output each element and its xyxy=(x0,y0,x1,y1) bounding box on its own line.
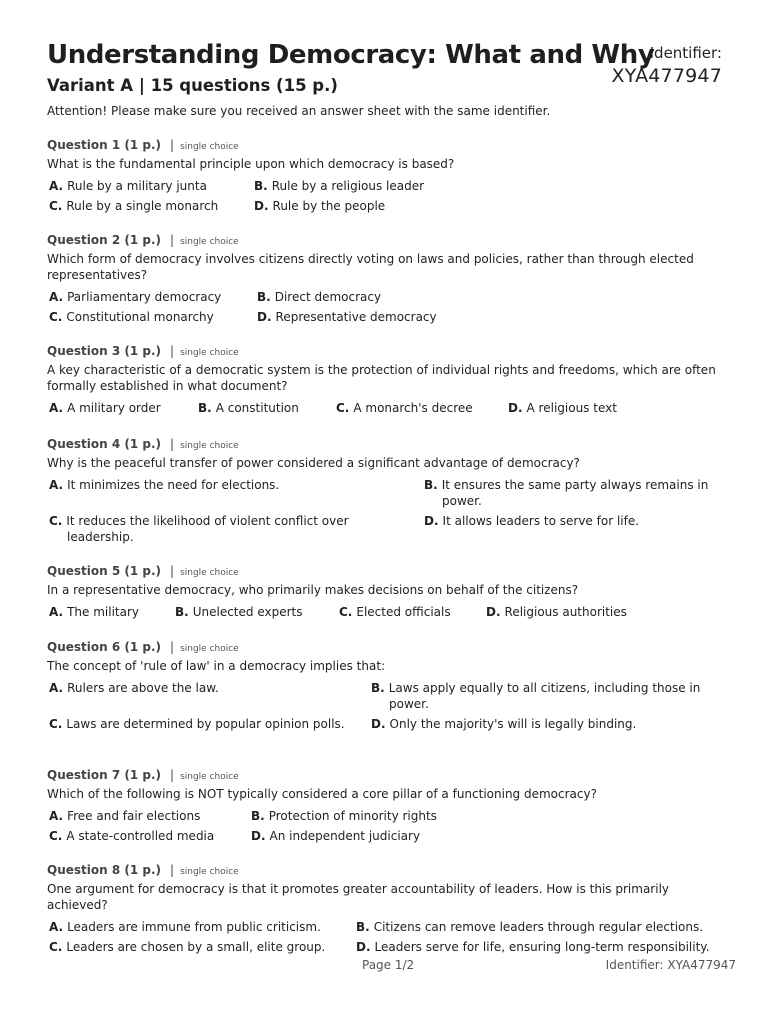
option-letter: D. xyxy=(508,401,523,415)
option-letter: A. xyxy=(49,290,64,304)
option-text: Parliamentary democracy xyxy=(67,290,222,304)
option-text: The military xyxy=(67,605,139,619)
option-b xyxy=(198,400,299,416)
option-text: Rule by a single monarch xyxy=(66,199,219,213)
variant-subtitle: Variant A | 15 questions (15 p.) xyxy=(47,76,338,95)
option-text: Rulers are above the law. xyxy=(67,681,219,695)
options xyxy=(47,919,727,957)
identifier-label: Identifier: xyxy=(649,44,722,62)
option-a xyxy=(49,919,321,935)
option-letter: C. xyxy=(49,199,63,213)
question-header xyxy=(47,767,727,783)
question-number: Question 3 (1 p.) xyxy=(47,344,162,358)
option-letter: D. xyxy=(254,199,269,213)
question-text: One argument for democracy is that it promotes greater accountability of leaders. How is this primarily achieved? xyxy=(47,882,670,912)
option-letter: A. xyxy=(49,809,64,823)
option-d xyxy=(486,604,627,620)
option-c xyxy=(339,604,451,620)
option-letter: D. xyxy=(424,514,439,528)
footer-identifier: Identifier: XYA477947 xyxy=(605,958,736,972)
question-text: The concept of 'rule of law' in a democracy implies that: xyxy=(47,659,386,673)
attention-notice: Attention! Please make sure you received an answer sheet with the same identifier. xyxy=(47,104,551,118)
separator: | xyxy=(170,863,175,877)
option-text: A constitution xyxy=(215,401,299,415)
question-header xyxy=(47,639,727,655)
question-3 xyxy=(47,343,727,418)
separator: | xyxy=(170,344,175,358)
question-number: Question 1 (1 p.) xyxy=(47,138,162,152)
question-type: single choice xyxy=(180,142,239,152)
option-text: Unelected experts xyxy=(192,605,303,619)
option-letter: C. xyxy=(49,940,63,954)
option-text: Leaders are immune from public criticism. xyxy=(67,920,321,934)
question-8 xyxy=(47,862,727,957)
option-letter: C. xyxy=(49,717,63,731)
question-6 xyxy=(47,639,727,754)
separator: | xyxy=(170,640,175,654)
question-type: single choice xyxy=(180,772,239,782)
option-d xyxy=(356,939,710,955)
option-text: Leaders are chosen by a small, elite group. xyxy=(66,940,326,954)
option-c xyxy=(336,400,473,416)
question-type: single choice xyxy=(180,441,239,451)
page-title: Understanding Democracy: What and Why xyxy=(47,40,655,70)
option-text: Laws are determined by popular opinion polls. xyxy=(66,717,345,731)
option-letter: C. xyxy=(339,605,353,619)
option-letter: A. xyxy=(49,681,64,695)
option-text: Laws apply equally to all citizens, including those in power. xyxy=(388,681,701,711)
option-letter: B. xyxy=(251,809,265,823)
question-text: A key characteristic of a democratic system is the protection of individual rights and freedoms, which are often formally established in what document? xyxy=(47,363,716,393)
question-number: Question 4 (1 p.) xyxy=(47,437,162,451)
option-letter: B. xyxy=(254,179,268,193)
option-text: Rule by a military junta xyxy=(67,179,207,193)
option-text: Citizens can remove leaders through regular elections. xyxy=(373,920,704,934)
option-b xyxy=(356,919,703,935)
options xyxy=(47,680,727,754)
question-header xyxy=(47,563,727,579)
option-a xyxy=(49,680,347,696)
question-text: What is the fundamental principle upon which democracy is based? xyxy=(47,157,455,171)
option-a xyxy=(49,178,207,194)
option-text: Constitutional monarchy xyxy=(66,310,214,324)
question-number: Question 7 (1 p.) xyxy=(47,768,162,782)
question-header xyxy=(47,343,727,359)
question-header xyxy=(47,436,727,452)
option-text: Free and fair elections xyxy=(67,809,201,823)
question-number: Question 8 (1 p.) xyxy=(47,863,162,877)
question-header xyxy=(47,137,727,153)
option-a xyxy=(49,808,200,824)
option-a xyxy=(49,400,161,416)
separator: | xyxy=(170,233,175,247)
option-letter: B. xyxy=(371,681,385,695)
question-text: Why is the peaceful transfer of power considered a significant advantage of democracy? xyxy=(47,456,580,470)
separator: | xyxy=(170,138,175,152)
options xyxy=(47,289,727,327)
option-text: It ensures the same party always remains in power. xyxy=(441,478,709,508)
question-text: Which form of democracy involves citizens directly voting on laws and policies, rather than through elected representatives? xyxy=(47,252,694,282)
option-c xyxy=(49,828,214,844)
option-b xyxy=(371,680,729,712)
question-7 xyxy=(47,767,727,846)
option-letter: D. xyxy=(356,940,371,954)
option-letter: B. xyxy=(198,401,212,415)
option-text: An independent judiciary xyxy=(269,829,421,843)
page-number: Page 1/2 xyxy=(362,958,415,972)
question-header xyxy=(47,862,727,878)
option-text: It allows leaders to serve for life. xyxy=(442,514,640,528)
option-text: Rule by a religious leader xyxy=(271,179,425,193)
option-letter: D. xyxy=(371,717,386,731)
option-text: A military order xyxy=(67,401,161,415)
option-text: It minimizes the need for elections. xyxy=(67,478,280,492)
question-type: single choice xyxy=(180,348,239,358)
option-letter: B. xyxy=(257,290,271,304)
question-4 xyxy=(47,436,727,551)
question-5 xyxy=(47,563,727,622)
option-letter: D. xyxy=(486,605,501,619)
option-text: Religious authorities xyxy=(504,605,627,619)
option-d xyxy=(257,309,437,325)
options xyxy=(47,400,727,418)
option-a xyxy=(49,477,367,493)
option-letter: A. xyxy=(49,179,64,193)
option-d xyxy=(508,400,617,416)
question-2 xyxy=(47,232,727,327)
separator: | xyxy=(170,564,175,578)
identifier-box xyxy=(612,44,722,87)
option-letter: A. xyxy=(49,920,64,934)
option-text: A religious text xyxy=(526,401,617,415)
option-b xyxy=(424,477,727,509)
option-b xyxy=(254,178,424,194)
options xyxy=(47,477,727,551)
option-text: Rule by the people xyxy=(272,199,386,213)
option-letter: C. xyxy=(49,829,63,843)
separator: | xyxy=(170,768,175,782)
question-number: Question 6 (1 p.) xyxy=(47,640,162,654)
identifier-value: XYA477947 xyxy=(611,65,722,87)
options xyxy=(47,808,727,846)
option-a xyxy=(49,604,139,620)
option-text: A monarch's decree xyxy=(353,401,473,415)
option-letter: C. xyxy=(49,310,63,324)
option-d xyxy=(371,716,729,732)
question-number: Question 5 (1 p.) xyxy=(47,564,162,578)
option-letter: C. xyxy=(336,401,350,415)
options xyxy=(47,178,727,216)
option-text: Protection of minority rights xyxy=(268,809,437,823)
question-text: Which of the following is NOT typically considered a core pillar of a functioning democracy? xyxy=(47,787,597,801)
option-letter: B. xyxy=(356,920,370,934)
option-c xyxy=(49,309,214,325)
option-c xyxy=(49,513,367,545)
option-letter: A. xyxy=(49,401,64,415)
question-1 xyxy=(47,137,727,216)
option-letter: A. xyxy=(49,478,64,492)
question-type: single choice xyxy=(180,867,239,877)
option-letter: B. xyxy=(424,478,438,492)
question-type: single choice xyxy=(180,644,239,654)
option-text: Leaders serve for life, ensuring long-term responsibility. xyxy=(374,940,710,954)
option-d xyxy=(424,513,727,529)
option-text: A state-controlled media xyxy=(66,829,215,843)
option-text: Elected officials xyxy=(356,605,451,619)
question-header xyxy=(47,232,727,248)
option-c xyxy=(49,939,325,955)
option-text: Direct democracy xyxy=(274,290,382,304)
question-type: single choice xyxy=(180,237,239,247)
option-text: Representative democracy xyxy=(275,310,437,324)
option-b xyxy=(257,289,381,305)
options xyxy=(47,604,727,622)
option-b xyxy=(251,808,437,824)
separator: | xyxy=(170,437,175,451)
option-c xyxy=(49,198,218,214)
option-a xyxy=(49,289,221,305)
question-text: In a representative democracy, who primarily makes decisions on behalf of the citizens? xyxy=(47,583,579,597)
option-text: It reduces the likelihood of violent conflict over leadership. xyxy=(66,514,349,544)
option-text: Only the majority's will is legally binding. xyxy=(389,717,637,731)
question-type: single choice xyxy=(180,568,239,578)
option-d xyxy=(251,828,420,844)
option-letter: B. xyxy=(175,605,189,619)
option-b xyxy=(175,604,303,620)
option-c xyxy=(49,716,347,732)
question-number: Question 2 (1 p.) xyxy=(47,233,162,247)
option-d xyxy=(254,198,385,214)
option-letter: A. xyxy=(49,605,64,619)
option-letter: D. xyxy=(251,829,266,843)
option-letter: D. xyxy=(257,310,272,324)
option-letter: C. xyxy=(49,514,63,528)
